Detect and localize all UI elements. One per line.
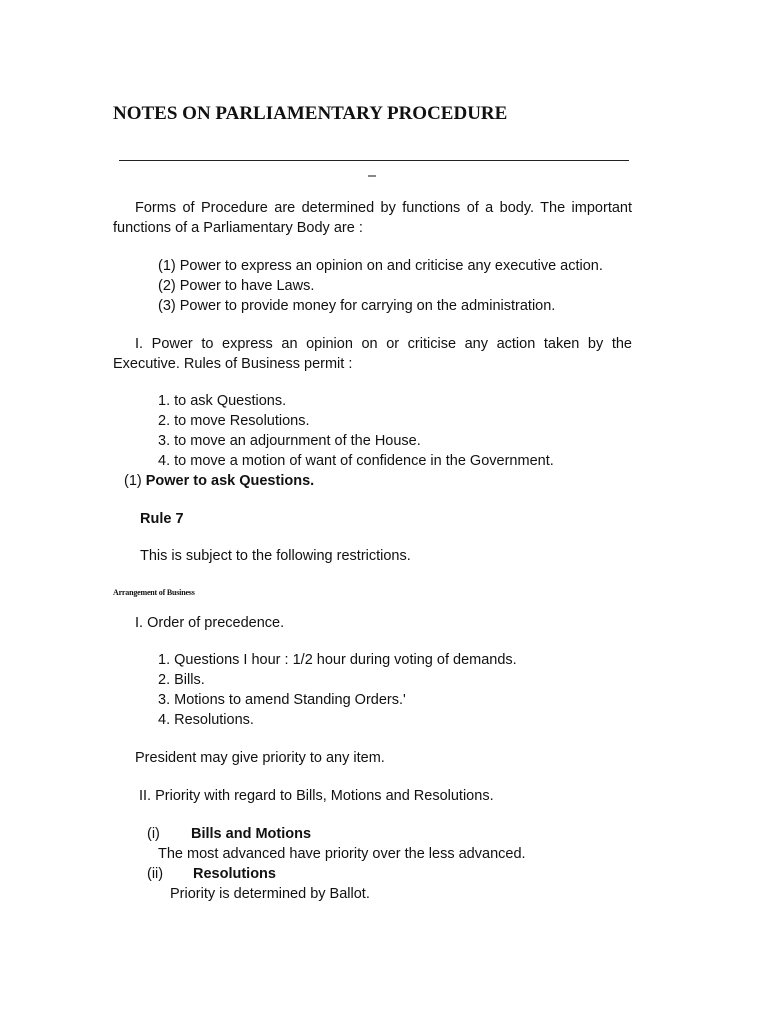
order-item-4: 4. Resolutions.	[158, 712, 254, 728]
page-title: NOTES ON PARLIAMENTARY PROCEDURE	[113, 103, 508, 124]
arrangement-heading: Arrangement of Business	[113, 588, 195, 597]
permit-item-2: 2. to move Resolutions.	[158, 413, 310, 429]
sub-ii-text: Priority is determined by Ballot.	[170, 886, 370, 902]
function-item-3: (3) Power to provide money for carrying on the administration.	[158, 298, 556, 314]
sub-i-text: The most advanced have priority over the less advanced.	[158, 846, 526, 862]
sub-ii-heading: Resolutions	[193, 866, 276, 882]
section-i-paragraph	[113, 334, 632, 374]
president-text: President may give priority to any item.	[135, 750, 385, 766]
sub-i-heading: Bills and Motions	[191, 826, 312, 842]
sub-ii-number: (ii)	[147, 866, 164, 882]
permit-item-4: 4. to move a motion of want of confidence in the Government.	[158, 453, 554, 469]
power-questions-heading	[124, 471, 314, 491]
restrictions-text: This is subject to the following restrictions.	[140, 548, 411, 564]
intro-paragraph	[113, 198, 632, 238]
power-questions-prefix: (1)	[124, 473, 146, 489]
order-item-1: 1. Questions I hour : 1/2 hour during voting of demands.	[158, 652, 517, 668]
sub-i-number: (i)	[147, 826, 160, 842]
section-i-line-2: Executive. Rules of Business permit :	[113, 356, 353, 372]
section-i-line-1: I. Power to express an opinion on or criticise any action taken by the	[135, 336, 632, 352]
order-heading: I. Order of precedence.	[135, 615, 285, 631]
intro-line-2: functions of a Parliamentary Body are :	[113, 220, 363, 236]
title-divider	[119, 160, 629, 161]
intro-line-1: Forms of Procedure are determined by functions of a body. The important	[135, 200, 632, 216]
priority-heading: II. Priority with regard to Bills, Motions and Resolutions.	[139, 788, 494, 804]
order-item-3: 3. Motions to amend Standing Orders.'	[158, 692, 406, 708]
permit-item-1: 1. to ask Questions.	[158, 393, 287, 409]
rule-heading: Rule 7	[140, 511, 184, 527]
permit-item-3: 3. to move an adjournment of the House.	[158, 433, 421, 449]
divider-dash: –	[368, 168, 377, 184]
function-item-2: (2) Power to have Laws.	[158, 278, 315, 294]
function-item-1: (1) Power to express an opinion on and criticise any executive action.	[158, 258, 603, 274]
power-questions-label: Power to ask Questions.	[145, 473, 315, 489]
order-item-2: 2. Bills.	[158, 672, 205, 688]
